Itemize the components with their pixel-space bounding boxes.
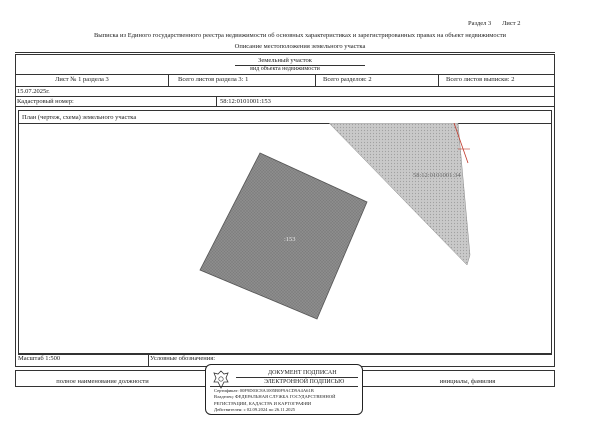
row-divider (15, 86, 555, 87)
object-type-caption: вид объекта недвижимости (250, 66, 320, 72)
stamp-divider (210, 386, 358, 387)
sheet-number: Лист 2 (502, 20, 521, 27)
stamp-title: ДОКУМЕНТ ПОДПИСАН (268, 370, 337, 376)
neighbor-parcel-label: 58:12:0101001:34 (413, 172, 461, 179)
total-sheets-section: Всего листов раздела 3: 1 (178, 76, 249, 83)
legend-label: Условные обозначения: (150, 355, 216, 362)
extract-date: 15.07.2025г. (17, 88, 50, 95)
stamp-certificate: Сертификат: 00F9D03C8A1005B0F9ACD9A4A61B (214, 388, 314, 393)
col-divider (216, 96, 217, 106)
cadastral-number-label: Кадастровый номер: (17, 98, 74, 105)
emblem-icon (212, 370, 230, 390)
col-divider (148, 354, 149, 367)
sheet-number-section: Лист № 1 раздела 3 (55, 76, 109, 83)
row-divider (15, 96, 555, 97)
row-divider (15, 74, 555, 75)
cadastral-number-value: 58:12:0101001:153 (220, 98, 271, 105)
name-caption: инициалы, фамилия (439, 378, 496, 385)
parcel-label: :153 (284, 236, 296, 243)
stamp-subtitle: ЭЛЕКТРОННОЙ ПОДПИСЬЮ (264, 379, 345, 385)
col-divider (438, 74, 439, 86)
object-type: Земельный участок (258, 57, 312, 64)
col-divider (315, 74, 316, 86)
stamp-owner-cont: РЕГИСТРАЦИИ, КАДАСТРА И КАРТОГРАФИИ (214, 400, 312, 406)
position-caption: полное наименование должности (56, 378, 149, 385)
title-underline (15, 52, 555, 53)
col-divider (168, 74, 169, 86)
scale-label: Масштаб 1:500 (18, 355, 61, 362)
total-sections: Всего разделов: 2 (323, 76, 372, 83)
section-number: Раздел 3 (468, 20, 492, 27)
electronic-signature-stamp (205, 364, 363, 415)
plan-caption: План (чертеж, схема) земельного участка (22, 114, 137, 121)
row-divider (18, 354, 552, 355)
stamp-divider (236, 377, 358, 378)
total-sheets-extract: Всего листов выписки: 2 (446, 76, 515, 83)
document-title: Выписка из Единого государственного реестра недвижимости об основных характеристиках и зарегистрированных правах на объект недвижимости (93, 32, 507, 39)
stamp-validity: Действителен: с 02.09.2024 по 26.11.2025 (214, 406, 296, 412)
stamp-owner: Владелец: ФЕДЕРАЛЬНАЯ СЛУЖБА ГОСУДАРСТВЕННОЙ (214, 394, 336, 400)
row-divider (15, 106, 555, 107)
document-subtitle: Описание местоположения земельного участка (234, 43, 366, 50)
